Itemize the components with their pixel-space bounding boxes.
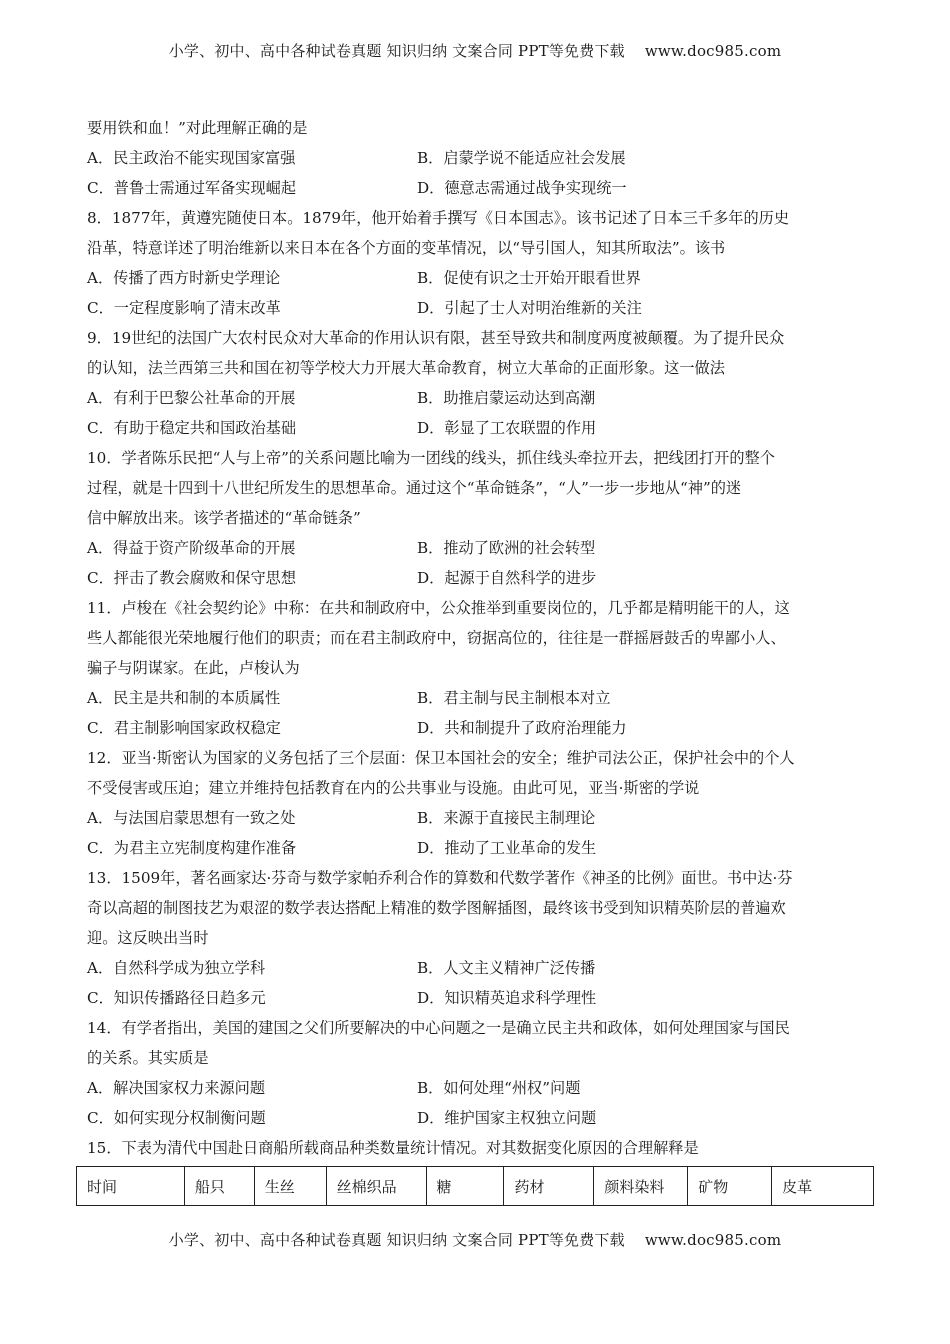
table-header-cell: 糖 bbox=[426, 1167, 504, 1206]
exam-content bbox=[87, 113, 867, 1163]
table-header-row bbox=[77, 1167, 874, 1206]
option-d: D．推动了工业革命的发生 bbox=[417, 839, 597, 857]
option-a: A．民主政治不能实现国家富强 bbox=[87, 149, 296, 167]
question-text: 9．19世纪的法国广大农村民众对大革命的作用认识有限，甚至导致共和制度两度被颠覆。为了提升民众 bbox=[87, 329, 785, 347]
question-text: 骗子与阴谋家。在此，卢梭认为 bbox=[87, 659, 300, 677]
table-header-cell: 矿物 bbox=[688, 1167, 772, 1206]
question-text: 11．卢梭在《社会契约论》中称：在共和制政府中，公众推举到重要岗位的，几乎都是精明能干的人，这 bbox=[87, 599, 790, 617]
question-text: 些人都能很光荣地履行他们的职责；而在君主制政府中，窃据高位的，往往是一群摇唇鼓舌的卑鄙小人、 bbox=[87, 629, 786, 647]
page-footer bbox=[0, 1229, 950, 1250]
option-row bbox=[87, 293, 867, 323]
option-c: C．君主制影响国家政权稳定 bbox=[87, 719, 281, 737]
option-b: B．促使有识之士开始开眼看世界 bbox=[417, 269, 641, 287]
option-a: A．民主是共和制的本质属性 bbox=[87, 689, 281, 707]
option-c: C．知识传播路径日趋多元 bbox=[87, 989, 266, 1007]
option-row bbox=[87, 683, 867, 713]
option-row bbox=[87, 953, 867, 983]
option-b: B．来源于直接民主制理论 bbox=[417, 809, 596, 827]
question-10 bbox=[87, 443, 867, 593]
question-14 bbox=[87, 1013, 867, 1133]
footer-text: 小学、初中、高中各种试卷真题 知识归纳 文案合同 PPT等免费下载 bbox=[168, 1231, 625, 1249]
option-a: A．与法国启蒙思想有一致之处 bbox=[87, 809, 296, 827]
table-header-cell: 船只 bbox=[184, 1167, 254, 1206]
question-text: 8．1877年，黄遵宪随使日本。1879年，他开始着手撰写《日本国志》。该书记述了日本三千多年的历史 bbox=[87, 209, 790, 227]
option-d: D．起源于自然科学的进步 bbox=[417, 569, 597, 587]
option-a: A．自然科学成为独立学科 bbox=[87, 959, 266, 977]
option-a: A．传播了西方时新史学理论 bbox=[87, 269, 281, 287]
option-d: D．知识精英追求科学理性 bbox=[417, 989, 597, 1007]
question-text: 15．下表为清代中国赴日商船所载商品种类数量统计情况。对其数据变化原因的合理解释是 bbox=[87, 1139, 699, 1157]
question-text: 沿革，特意详述了明治维新以来日本在各个方面的变革情况，以“导引国人，知其所取法”。该书 bbox=[87, 239, 726, 257]
question-text: 奇以高超的制图技艺为艰涩的数学表达搭配上精准的数学图解插图，最终该书受到知识精英阶层的普遍欢 bbox=[87, 899, 786, 917]
option-c: C．一定程度影响了清末改革 bbox=[87, 299, 281, 317]
option-row bbox=[87, 143, 867, 173]
option-c: C．为君主立宪制度构建作准备 bbox=[87, 839, 297, 857]
option-row bbox=[87, 803, 867, 833]
question-13 bbox=[87, 863, 867, 1013]
question-text: 13．1509年，著名画家达·芬奇与数学家帕乔利合作的算数和代数学著作《神圣的比例》面世。书中达·芬 bbox=[87, 869, 793, 887]
option-b: B．人文主义精神广泛传播 bbox=[417, 959, 596, 977]
question-text: 12．亚当·斯密认为国家的义务包括了三个层面：保卫本国社会的安全；维护司法公正，保护社会中的个人 bbox=[87, 749, 795, 767]
option-a: A．有利于巴黎公社革命的开展 bbox=[87, 389, 296, 407]
question-text: 10．学者陈乐民把“人与上帝”的关系问题比喻为一团线的线头，抓住线头牵拉开去，把线团打开的整个 bbox=[87, 449, 775, 467]
header-text: 小学、初中、高中各种试卷真题 知识归纳 文案合同 PPT等免费下载 bbox=[168, 42, 625, 60]
question-12 bbox=[87, 743, 867, 863]
option-d: D．彰显了工农联盟的作用 bbox=[417, 419, 597, 437]
option-row bbox=[87, 833, 867, 863]
question-text: 要用铁和血！”对此理解正确的是 bbox=[87, 119, 308, 137]
question-text: 不受侵害或压迫；建立并维持包括教育在内的公共事业与设施。由此可见，亚当·斯密的学说 bbox=[87, 779, 700, 797]
option-row bbox=[87, 983, 867, 1013]
option-d: D．引起了士人对明治维新的关注 bbox=[417, 299, 642, 317]
table-header-cell: 生丝 bbox=[254, 1167, 326, 1206]
option-row bbox=[87, 1103, 867, 1133]
option-b: B．推动了欧洲的社会转型 bbox=[417, 539, 596, 557]
option-row bbox=[87, 563, 867, 593]
option-a: A．得益于资产阶级革命的开展 bbox=[87, 539, 296, 557]
table-header-cell: 丝棉织品 bbox=[326, 1167, 426, 1206]
question-text: 信中解放出来。该学者描述的“革命链条” bbox=[87, 509, 361, 527]
option-b: B．助推启蒙运动达到高潮 bbox=[417, 389, 596, 407]
table-header-cell: 时间 bbox=[77, 1167, 185, 1206]
question-text: 迎。这反映出当时 bbox=[87, 929, 209, 947]
table-header-cell: 药材 bbox=[504, 1167, 594, 1206]
option-c: C．普鲁士需通过军备实现崛起 bbox=[87, 179, 297, 197]
question-15 bbox=[87, 1133, 867, 1163]
table-header-cell: 颜料染料 bbox=[594, 1167, 688, 1206]
option-b: B．如何处理“州权”问题 bbox=[417, 1079, 581, 1097]
header-url: www.doc985.com bbox=[644, 42, 782, 60]
question-text: 的关系。其实质是 bbox=[87, 1049, 209, 1067]
option-row bbox=[87, 1073, 867, 1103]
page-header bbox=[0, 40, 950, 61]
option-d: D．维护国家主权独立问题 bbox=[417, 1109, 597, 1127]
option-row bbox=[87, 263, 867, 293]
question-text: 14．有学者指出，美国的建国之父们所要解决的中心问题之一是确立民主共和政体，如何处理国家与国民 bbox=[87, 1019, 790, 1037]
option-row bbox=[87, 713, 867, 743]
option-d: D．共和制提升了政府治理能力 bbox=[417, 719, 627, 737]
option-row bbox=[87, 383, 867, 413]
table-header-cell: 皮革 bbox=[772, 1167, 874, 1206]
option-c: C．抨击了教会腐败和保守思想 bbox=[87, 569, 297, 587]
option-row bbox=[87, 173, 867, 203]
option-row bbox=[87, 533, 867, 563]
footer-url: www.doc985.com bbox=[644, 1231, 782, 1249]
question-11 bbox=[87, 593, 867, 743]
option-c: C．有助于稳定共和国政治基础 bbox=[87, 419, 297, 437]
question-9 bbox=[87, 323, 867, 443]
question-text: 过程，就是十四到十八世纪所发生的思想革命。通过这个“革命链条”，“人”一步一步地从“神”的迷 bbox=[87, 479, 742, 497]
option-b: B．启蒙学说不能适应社会发展 bbox=[417, 149, 626, 167]
option-c: C．如何实现分权制衡问题 bbox=[87, 1109, 266, 1127]
option-a: A．解决国家权力来源问题 bbox=[87, 1079, 266, 1097]
question-8 bbox=[87, 203, 867, 323]
option-d: D．德意志需通过战争实现统一 bbox=[417, 179, 627, 197]
option-b: B．君主制与民主制根本对立 bbox=[417, 689, 611, 707]
option-row bbox=[87, 413, 867, 443]
question-text: 的认知，法兰西第三共和国在初等学校大力开展大革命教育，树立大革命的正面形象。这一做法 bbox=[87, 359, 725, 377]
trade-goods-table bbox=[76, 1166, 874, 1206]
question-7 bbox=[87, 113, 867, 203]
